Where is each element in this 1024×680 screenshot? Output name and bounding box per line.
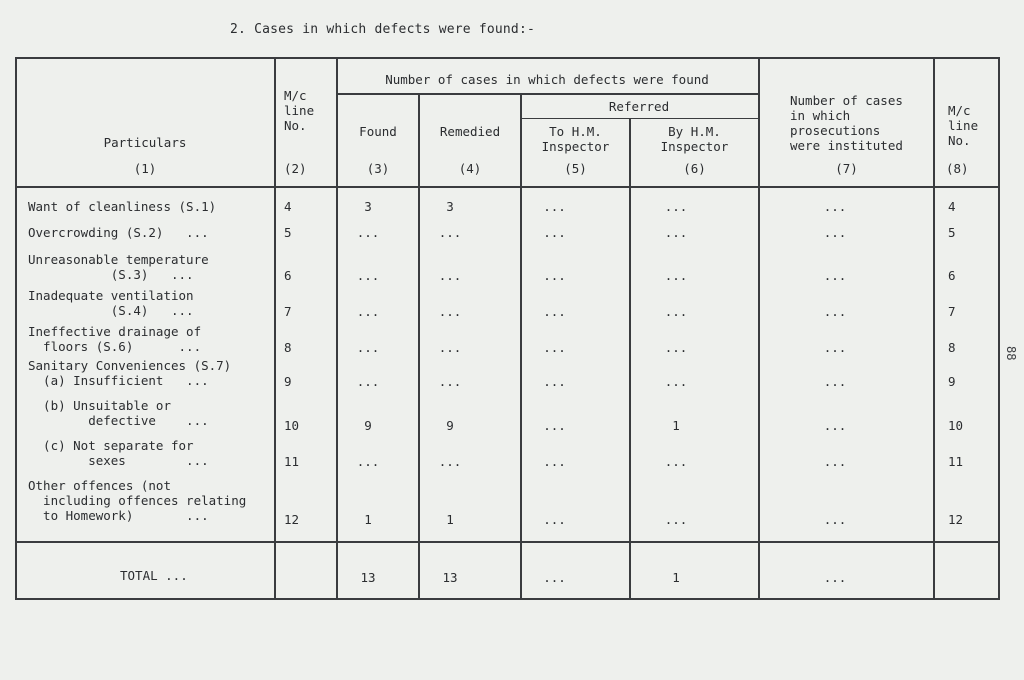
cell-by-hm: ...	[664, 512, 688, 527]
header-by-hm: By H.M. Inspector	[660, 124, 729, 154]
header-referred: Referred	[608, 99, 670, 114]
cell-remedied: ...	[438, 268, 462, 283]
cell-found: ...	[356, 304, 380, 319]
col-rule-5	[629, 118, 631, 600]
cell-prosecutions: ...	[823, 199, 847, 214]
cell-remedied: ...	[438, 374, 462, 389]
cell-particulars: (c) Not separate for sexes ...	[43, 438, 209, 468]
header-mc-line-2: M/c line No.	[948, 103, 979, 148]
col-rule-1	[274, 57, 276, 600]
cell-prosecutions: ...	[823, 512, 847, 527]
group-header-rule	[336, 93, 758, 95]
cell-particulars: Other offences (not including offences relating to Homework) ...	[28, 478, 247, 523]
cell-mc-line-2: 5	[948, 225, 956, 240]
cell-by-hm: ...	[664, 199, 688, 214]
cell-mc-line-2: 11	[948, 454, 964, 469]
cell-prosecutions: ...	[823, 454, 847, 469]
cell-mc-line: 10	[284, 418, 300, 433]
cell-found: ...	[356, 340, 380, 355]
header-to-hm: To H.M. Inspector	[541, 124, 610, 154]
cell-particulars: Unreasonable temperature (S.3) ...	[28, 252, 209, 282]
cell-particulars: Ineffective drainage of floors (S.6) ...	[28, 324, 202, 354]
cell-by-hm: ...	[664, 454, 688, 469]
cell-mc-line-2: 10	[948, 418, 964, 433]
cell-mc-line: 4	[284, 199, 292, 214]
total-remedied: 13	[442, 570, 458, 585]
referred-rule	[520, 118, 758, 119]
cell-remedied: ...	[438, 454, 462, 469]
cell-remedied: 3	[446, 199, 454, 214]
cell-remedied: 1	[446, 512, 454, 527]
cell-found: 1	[364, 512, 372, 527]
cell-found: ...	[356, 374, 380, 389]
cell-mc-line-2: 8	[948, 340, 956, 355]
total-by-hm: 1	[672, 570, 680, 585]
header-remedied-num: (4)	[458, 161, 482, 176]
total-found: 13	[360, 570, 376, 585]
cell-by-hm: 1	[672, 418, 680, 433]
cell-prosecutions: ...	[823, 418, 847, 433]
cell-by-hm: ...	[664, 340, 688, 355]
header-bottom-rule	[15, 186, 1000, 188]
cell-by-hm: ...	[664, 374, 688, 389]
cell-particulars: Overcrowding (S.2) ...	[28, 225, 209, 240]
cell-to-hm: ...	[543, 304, 566, 319]
cell-to-hm: ...	[543, 512, 566, 527]
cell-remedied: 9	[446, 418, 454, 433]
col-rule-7	[933, 57, 935, 600]
total-to-hm: ...	[543, 570, 566, 585]
cell-to-hm: ...	[543, 374, 566, 389]
table-caption: 2. Cases in which defects were found:-	[230, 22, 536, 37]
cell-mc-line-2: 12	[948, 512, 964, 527]
header-mc-line-num: (2)	[284, 161, 307, 176]
cell-to-hm: ...	[543, 454, 566, 469]
cell-by-hm: ...	[664, 268, 688, 283]
cell-found: 3	[364, 199, 372, 214]
cell-to-hm: ...	[543, 418, 566, 433]
cell-to-hm: ...	[543, 199, 566, 214]
header-mc-line-2-num: (8)	[946, 161, 969, 176]
header-found: Found	[359, 124, 397, 139]
cell-mc-line: 5	[284, 225, 292, 240]
header-to-hm-num: (5)	[564, 161, 587, 176]
cell-by-hm: ...	[664, 304, 688, 319]
total-rule	[15, 541, 1000, 543]
header-group: Number of cases in which defects were found	[385, 72, 709, 87]
cell-to-hm: ...	[543, 268, 566, 283]
cell-mc-line: 12	[284, 512, 300, 527]
header-by-hm-num: (6)	[683, 161, 706, 176]
header-prosecutions-num: (7)	[835, 161, 858, 176]
cell-found: ...	[356, 454, 380, 469]
cell-remedied: ...	[438, 304, 462, 319]
total-prosecutions: ...	[823, 570, 847, 585]
cell-particulars: (b) Unsuitable or defective ...	[43, 398, 209, 428]
cell-mc-line: 6	[284, 268, 292, 283]
cell-to-hm: ...	[543, 225, 566, 240]
cell-prosecutions: ...	[823, 304, 847, 319]
header-prosecutions: Number of cases in which prosecutions were instituted	[790, 93, 903, 153]
cell-mc-line-2: 6	[948, 268, 956, 283]
cell-particulars: Sanitary Conveniences (S.7) (a) Insufficient ...	[28, 358, 232, 388]
cell-mc-line: 11	[284, 454, 300, 469]
cell-prosecutions: ...	[823, 268, 847, 283]
cell-mc-line: 7	[284, 304, 292, 319]
cell-mc-line-2: 7	[948, 304, 956, 319]
cell-prosecutions: ...	[823, 225, 847, 240]
edge-page-mark: 88	[1004, 346, 1018, 361]
cell-particulars: Want of cleanliness (S.1)	[28, 199, 217, 214]
cell-prosecutions: ...	[823, 340, 847, 355]
header-particulars-num: (1)	[133, 161, 157, 176]
cell-found: ...	[356, 225, 380, 240]
cell-particulars: Inadequate ventilation (S.4) ...	[28, 288, 194, 318]
cell-remedied: ...	[438, 340, 462, 355]
header-particulars: Particulars	[103, 135, 187, 150]
cell-mc-line-2: 4	[948, 199, 956, 214]
cell-found: 9	[364, 418, 372, 433]
cell-found: ...	[356, 268, 380, 283]
cell-remedied: ...	[438, 225, 462, 240]
cell-mc-line: 8	[284, 340, 292, 355]
cell-mc-line-2: 9	[948, 374, 956, 389]
total-label: TOTAL ...	[120, 568, 188, 583]
header-found-num: (3)	[366, 161, 390, 176]
cell-to-hm: ...	[543, 340, 566, 355]
header-remedied: Remedied	[439, 124, 501, 139]
header-mc-line: M/c line No.	[284, 88, 315, 133]
cell-prosecutions: ...	[823, 374, 847, 389]
cell-by-hm: ...	[664, 225, 688, 240]
cell-mc-line: 9	[284, 374, 292, 389]
